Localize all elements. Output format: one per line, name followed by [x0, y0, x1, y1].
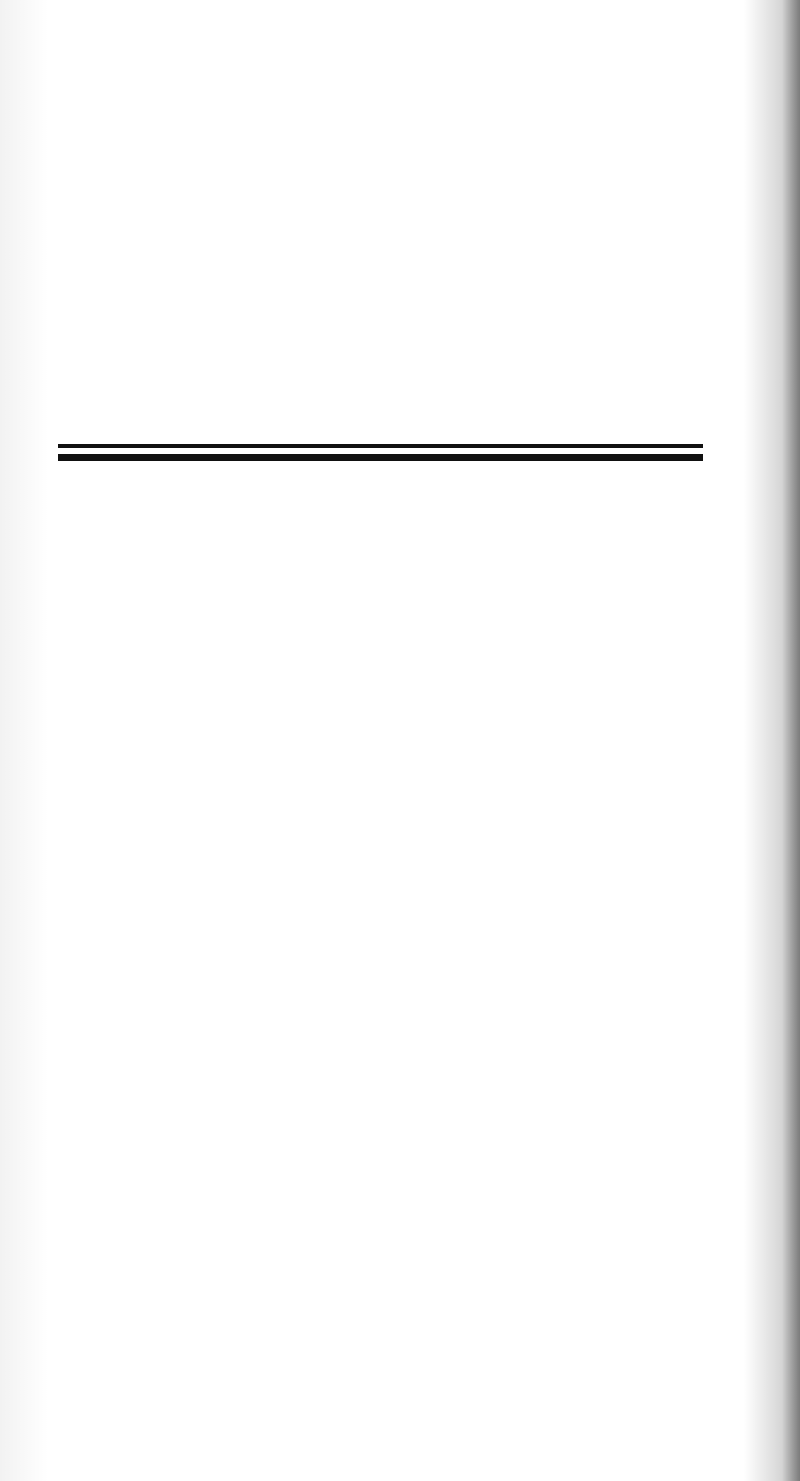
page-header: [50, 28, 750, 72]
chapter-rule-thick: [58, 454, 703, 461]
page-gutter-shadow: [782, 0, 800, 1481]
chapter-rule-thin: [58, 444, 703, 448]
